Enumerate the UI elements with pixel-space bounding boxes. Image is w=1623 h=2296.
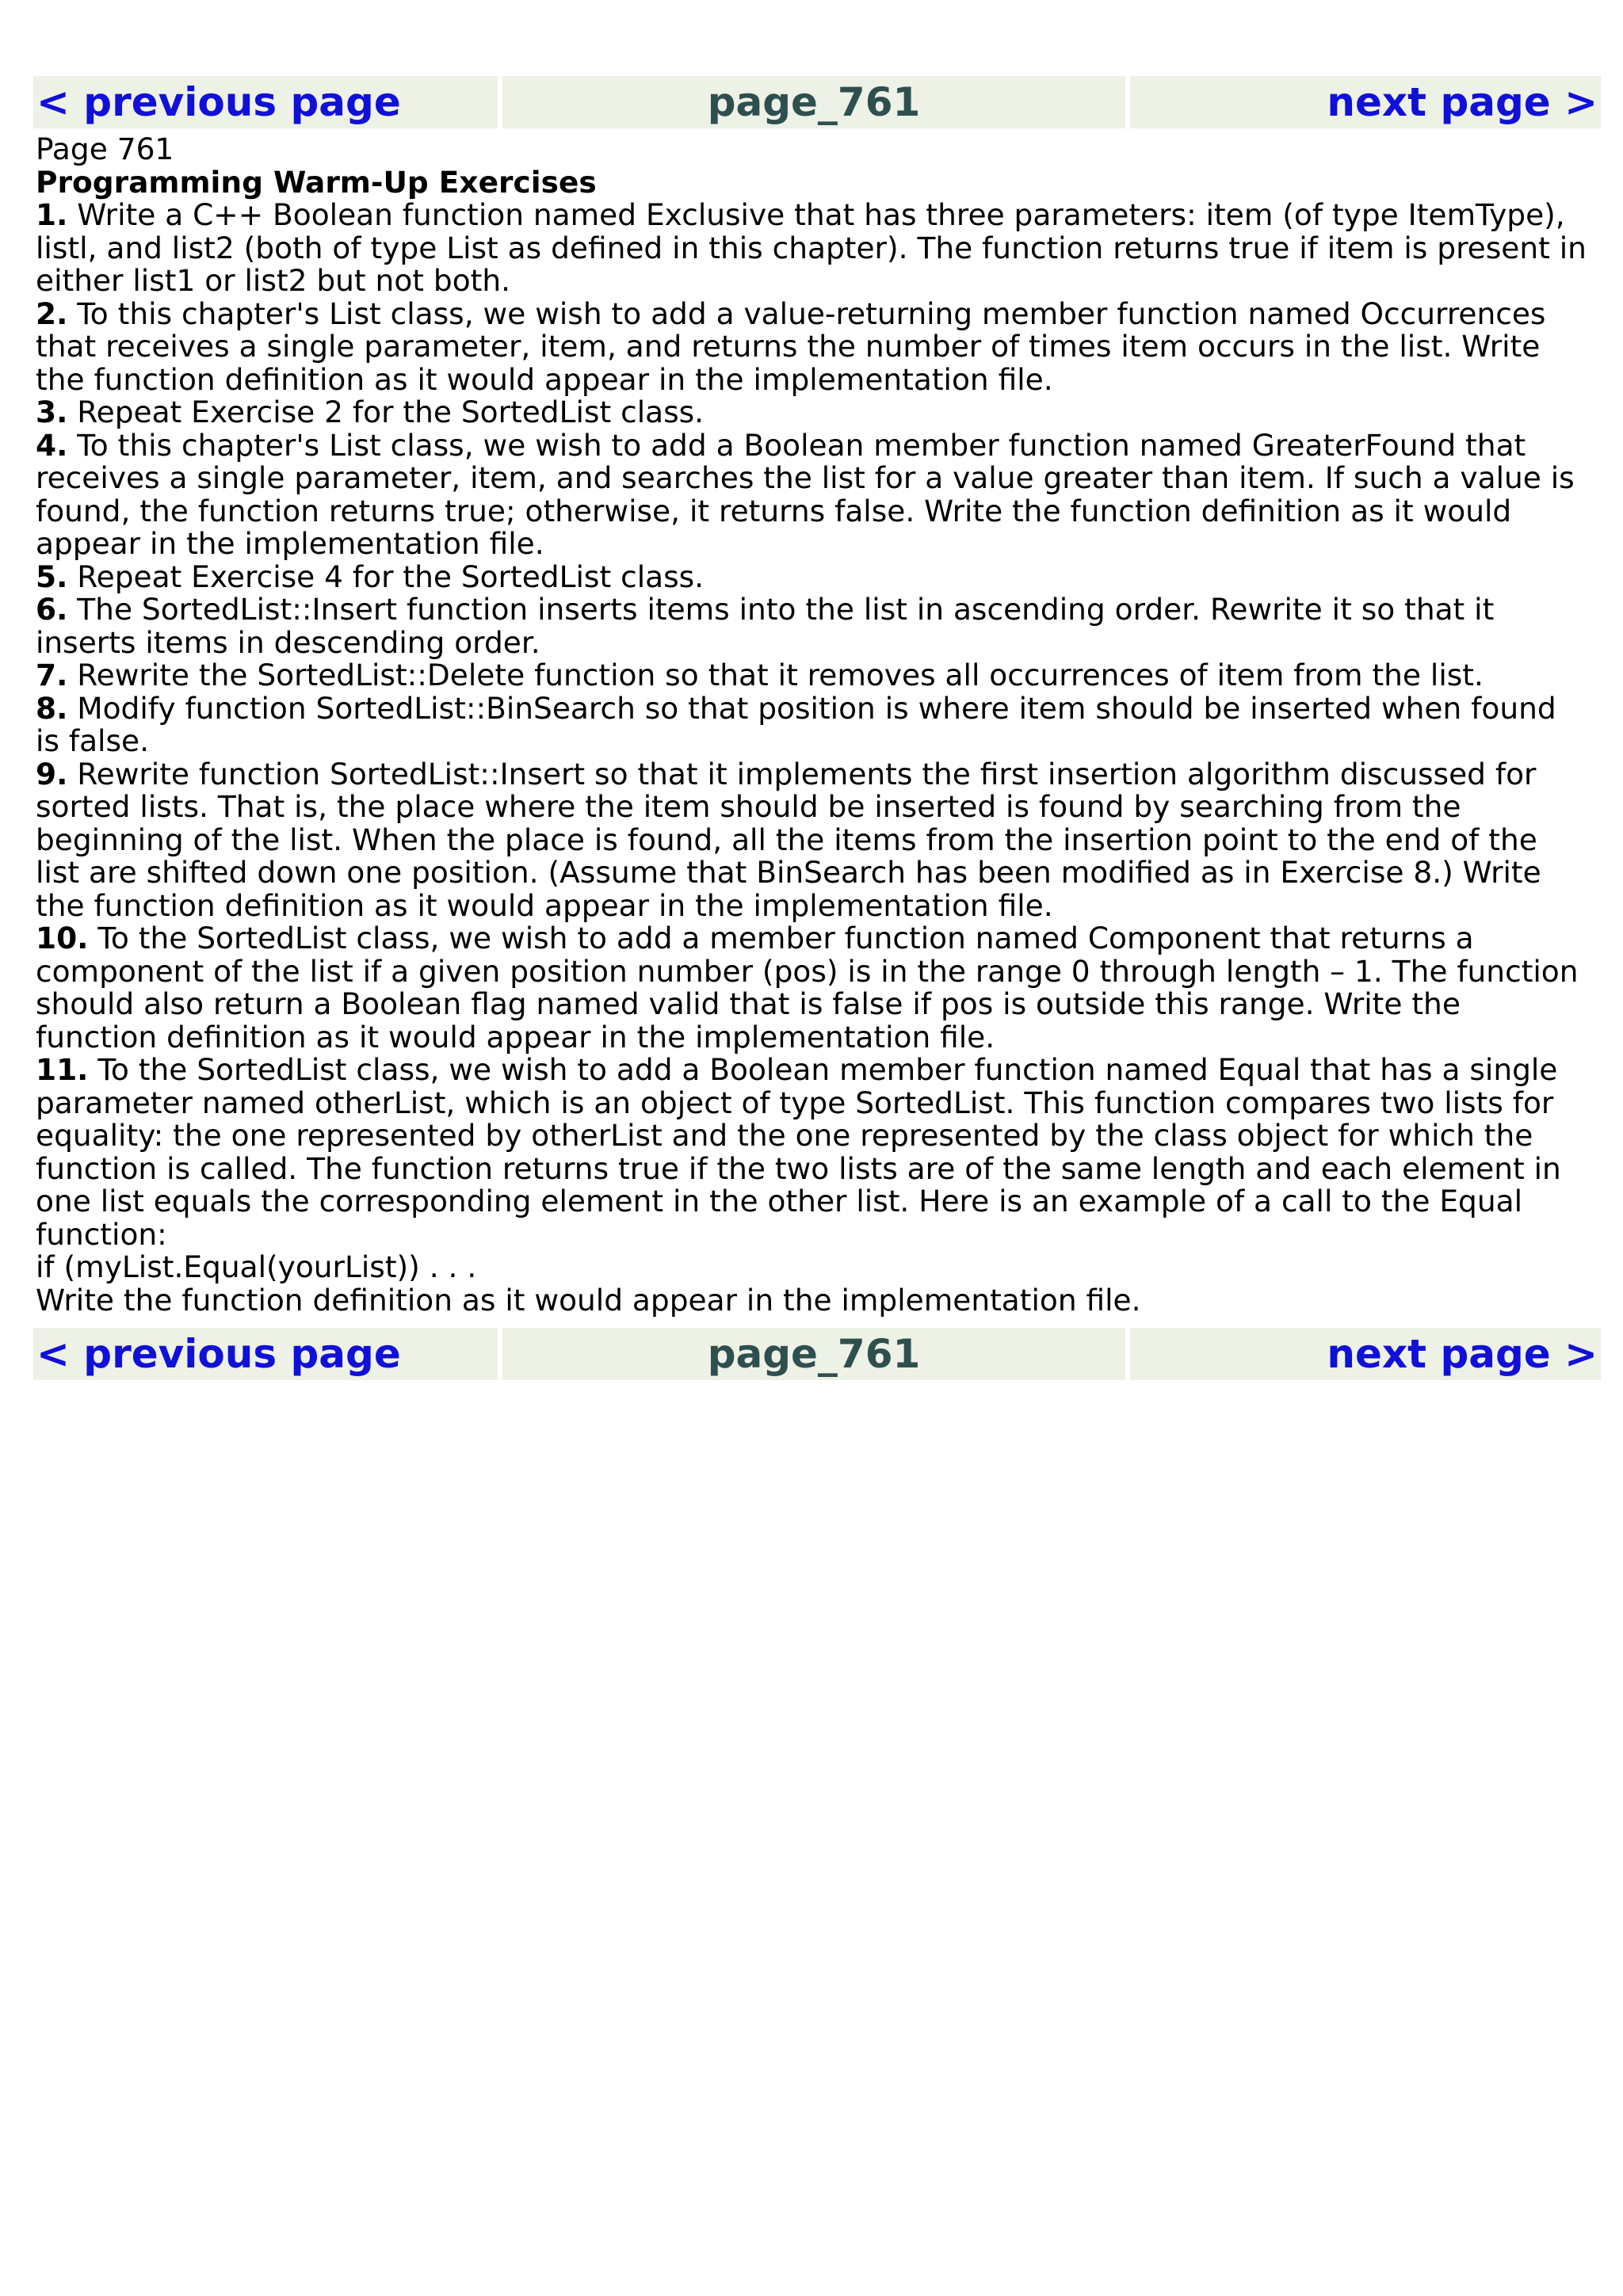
page-label: page_761 xyxy=(502,1328,1125,1380)
exercise-text: To the SortedList class, we wish to add a Boolean member function named Equal that has a single parameter named otherList, which is an object of type SortedList. This function compares two lists for equality: the one represented by otherList and the one represented by the class object for which the function is called. The function returns true if the two lists are of the same length and each element in one list equals the corresponding element in the other list. Here is an example of a call to the Equal function: xyxy=(36,1052,1561,1252)
exercise-item xyxy=(36,1054,1589,1251)
page-content xyxy=(36,133,1589,1317)
exercise-number: 5. xyxy=(36,559,68,594)
previous-page-link[interactable]: < previous page xyxy=(33,76,498,128)
top-nav-bar xyxy=(33,76,1601,128)
exercise-number: 11. xyxy=(36,1052,89,1087)
exercise-text: The SortedList::Insert function inserts items into the list in ascending order. Rewrite it so that it inserts items in descending order. xyxy=(36,592,1495,660)
exercise-item xyxy=(36,659,1589,692)
exercise-number: 3. xyxy=(36,395,68,429)
code-example: if (myList.Equal(yourList)) . . . xyxy=(36,1249,477,1284)
exercise-text: Rewrite the SortedList::Delete function so that it removes all occurrences of item from the list. xyxy=(67,658,1484,692)
next-page-link[interactable]: next page > xyxy=(1130,1328,1601,1380)
page-number: Page 761 xyxy=(36,132,174,166)
exercise-text: Write a C++ Boolean function named Exclusive that has three parameters: item (of type ItemType), listl, and list2 (both of type List as defined in this chapter). The function returns true if item is present in either list1 or list2 but not both. xyxy=(36,197,1587,298)
exercise-number: 1. xyxy=(36,197,68,232)
exercise-text: Rewrite function SortedList::Insert so that it implements the first insertion algorithm discussed for sorted lists. That is, the place where the item should be inserted is found by searching from the beginning of the list. When the place is found, all the items from the insertion point to the end of the list are shifted down one position. (Assume that BinSearch has been modified as in Exercise 8.) Write the function definition as it would appear in the implementation file. xyxy=(36,756,1541,923)
exercise-text: To this chapter's List class, we wish to add a value-returning member function named Occurrences that receives a single parameter, item, and returns the number of times item occurs in the list. Write the function definition as it would appear in the implementation file. xyxy=(36,296,1546,397)
exercise-item xyxy=(36,922,1589,1054)
exercise-item xyxy=(36,593,1589,659)
bottom-nav-bar xyxy=(33,1328,1601,1380)
exercise-number: 6. xyxy=(36,592,68,627)
exercise-item xyxy=(36,561,1589,594)
exercise-number: 4. xyxy=(36,427,68,463)
exercise-number: 10. xyxy=(36,921,89,955)
exercise-item xyxy=(36,758,1589,923)
exercise-item xyxy=(36,692,1589,758)
exercise-number: 8. xyxy=(36,690,68,726)
exercise-item xyxy=(36,429,1589,561)
exercise-text: To the SortedList class, we wish to add a member function named Component that returns a component of the list if a given position number (pos) is in the range 0 through length – 1. The function should also return a Boolean flag named valid that is false if pos is outside this range. Write the function definition as it would appear in the implementation file. xyxy=(36,921,1579,1055)
previous-page-link[interactable]: < previous page xyxy=(33,1328,498,1380)
exercise-item xyxy=(36,298,1589,397)
exercise-number: 7. xyxy=(36,658,68,692)
exercise-text: To this chapter's List class, we wish to add a Boolean member function named GreaterFound that receives a single parameter, item, and searches the list for a value greater than item. If such a value is found, the function returns true; otherwise, it returns false. Write the function definition as it would appear in the implementation file. xyxy=(36,427,1575,561)
exercise-text: Modify function SortedList::BinSearch so that position is where item should be inserted when found is false. xyxy=(36,690,1556,758)
exercise-number: 2. xyxy=(36,296,68,331)
page-label: page_761 xyxy=(502,76,1125,128)
exercise-text: Repeat Exercise 4 for the SortedList class. xyxy=(67,559,705,594)
exercise-item xyxy=(36,396,1589,429)
exercise-item xyxy=(36,199,1589,298)
exercise-text: Repeat Exercise 2 for the SortedList class. xyxy=(67,395,705,429)
exercise-number: 9. xyxy=(36,756,68,791)
closing-line: Write the function definition as it would appear in the implementation file. xyxy=(36,1282,1141,1318)
section-heading: Programming Warm-Up Exercises xyxy=(36,164,597,200)
next-page-link[interactable]: next page > xyxy=(1130,76,1601,128)
